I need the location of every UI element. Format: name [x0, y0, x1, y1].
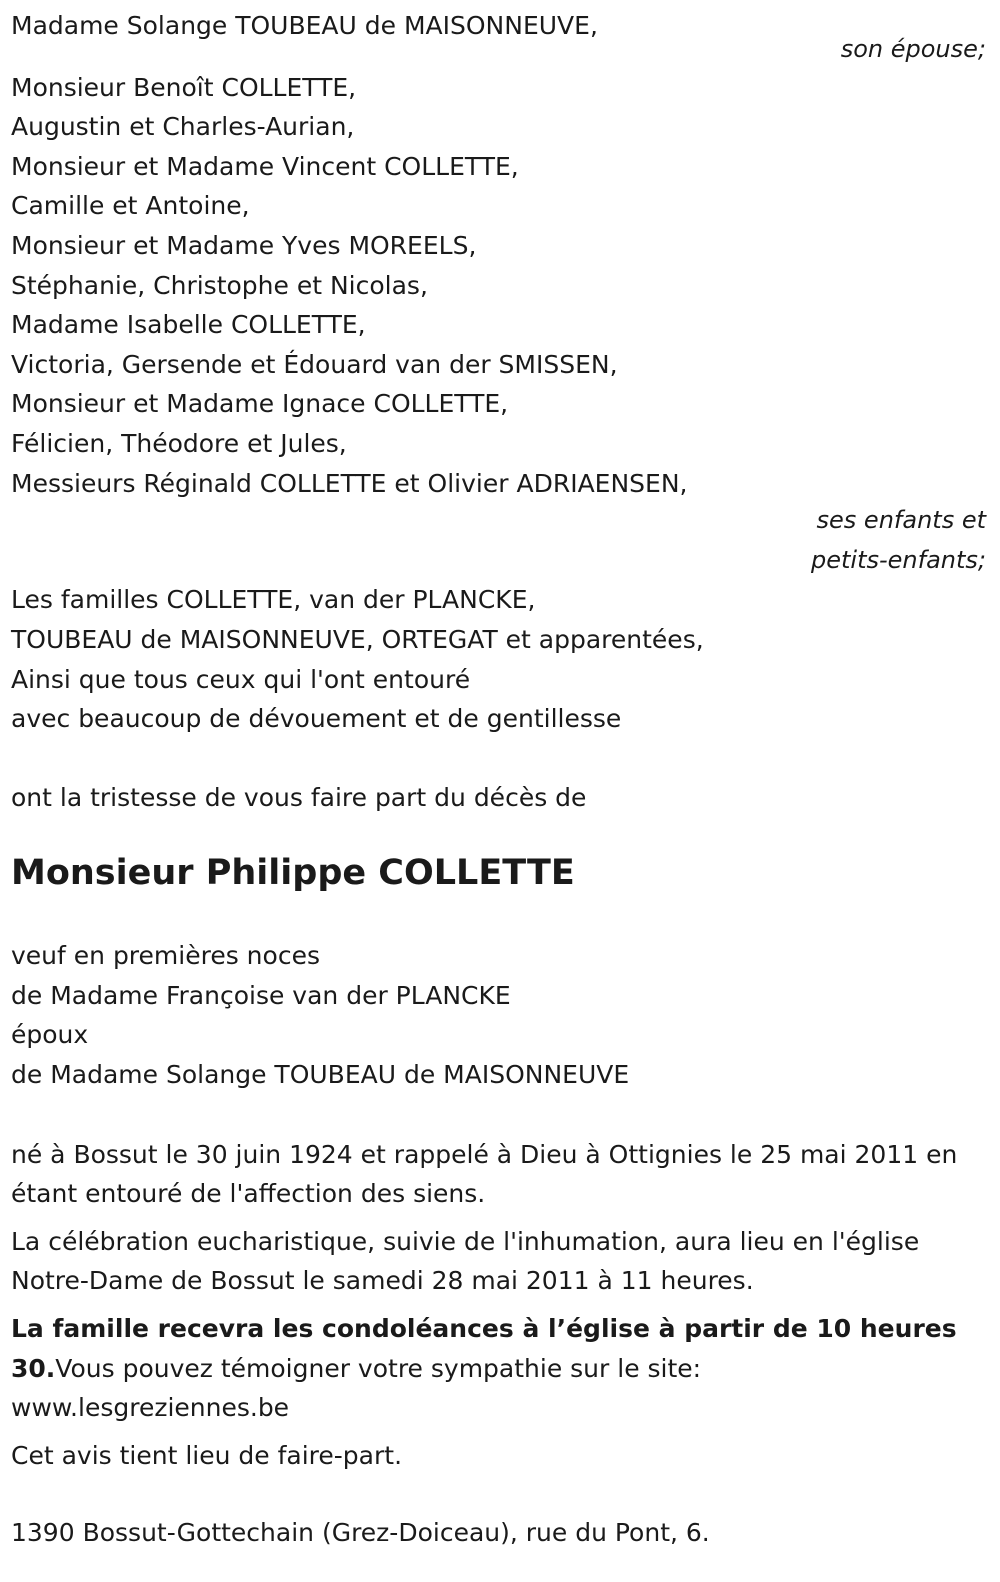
marital-line: de Madame Solange TOUBEAU de MAISONNEUVE — [11, 1060, 630, 1090]
child-line: Victoria, Gersende et Édouard van der SMISSEN, — [11, 349, 618, 379]
spouse-role: son épouse; — [840, 34, 986, 63]
marital-line: veuf en premières noces — [11, 941, 320, 971]
child-line: Félicien, Théodore et Jules, — [11, 428, 347, 458]
announcement: ont la tristesse de vous faire part du décès de — [11, 782, 587, 812]
children-block — [11, 68, 986, 581]
child-line: Monsieur et Madame Ignace COLLETTE, — [11, 389, 509, 419]
family-line: TOUBEAU de MAISONNEUVE, ORTEGAT et apparentées, — [11, 624, 704, 654]
spouse-block — [11, 0, 986, 63]
family-line: Les familles COLLETTE, van der PLANCKE, — [11, 585, 536, 615]
birth-death-text: né à Bossut le 30 juin 1924 et rappelé à Dieu à Ottignies le 25 mai 2011 en étant entouré de l'affection des siens. — [11, 1139, 958, 1209]
ceremony-text: La célébration eucharistique, suivie de l'inhumation, aura lieu en l'église Notre-Dame de Bossut le samedi 28 mai 2011 à 11 heures. — [11, 1226, 920, 1296]
deceased-name: Monsieur Philippe COLLETTE — [11, 853, 575, 894]
family-line: avec beaucoup de dévouement et de gentillesse — [11, 704, 622, 734]
spouse-name: Madame Solange TOUBEAU de MAISONNEUVE, — [11, 11, 598, 40]
child-line: Camille et Antoine, — [11, 191, 250, 221]
child-line: Stéphanie, Christophe et Nicolas, — [11, 270, 428, 300]
marital-line: de Madame Françoise van der PLANCKE — [11, 980, 511, 1010]
condolences-bold: La famille recevra les condoléances à l’église à partir de 10 heures 30. — [11, 1314, 957, 1383]
child-line: Monsieur et Madame Yves MOREELS, — [11, 230, 477, 260]
families-block — [11, 580, 986, 738]
condolences-rest: Vous pouvez témoigner votre sympathie sur le site: www.lesgreziennes.be — [11, 1353, 702, 1423]
address: 1390 Bossut-Gottechain (Grez-Doiceau), rue du Pont, 6. — [11, 1518, 710, 1548]
children-role-line2: petits-enfants; — [811, 545, 986, 574]
child-line: Messieurs Réginald COLLETTE et Olivier ADRIAENSEN, — [11, 468, 688, 498]
marital-block — [11, 936, 986, 1094]
child-line: Madame Isabelle COLLETTE, — [11, 310, 366, 340]
condolences-text — [11, 1309, 986, 1428]
marital-line: époux — [11, 1020, 89, 1050]
child-line: Monsieur et Madame Vincent COLLETTE, — [11, 151, 519, 181]
notice-text: Cet avis tient lieu de faire-part. — [11, 1440, 403, 1470]
child-line: Monsieur Benoît COLLETTE, — [11, 72, 357, 102]
death-notice — [11, 0, 986, 1553]
family-line: Ainsi que tous ceux qui l'ont entouré — [11, 664, 471, 694]
child-line: Augustin et Charles-Aurian, — [11, 112, 355, 142]
children-role-line1: ses enfants et — [816, 506, 986, 535]
